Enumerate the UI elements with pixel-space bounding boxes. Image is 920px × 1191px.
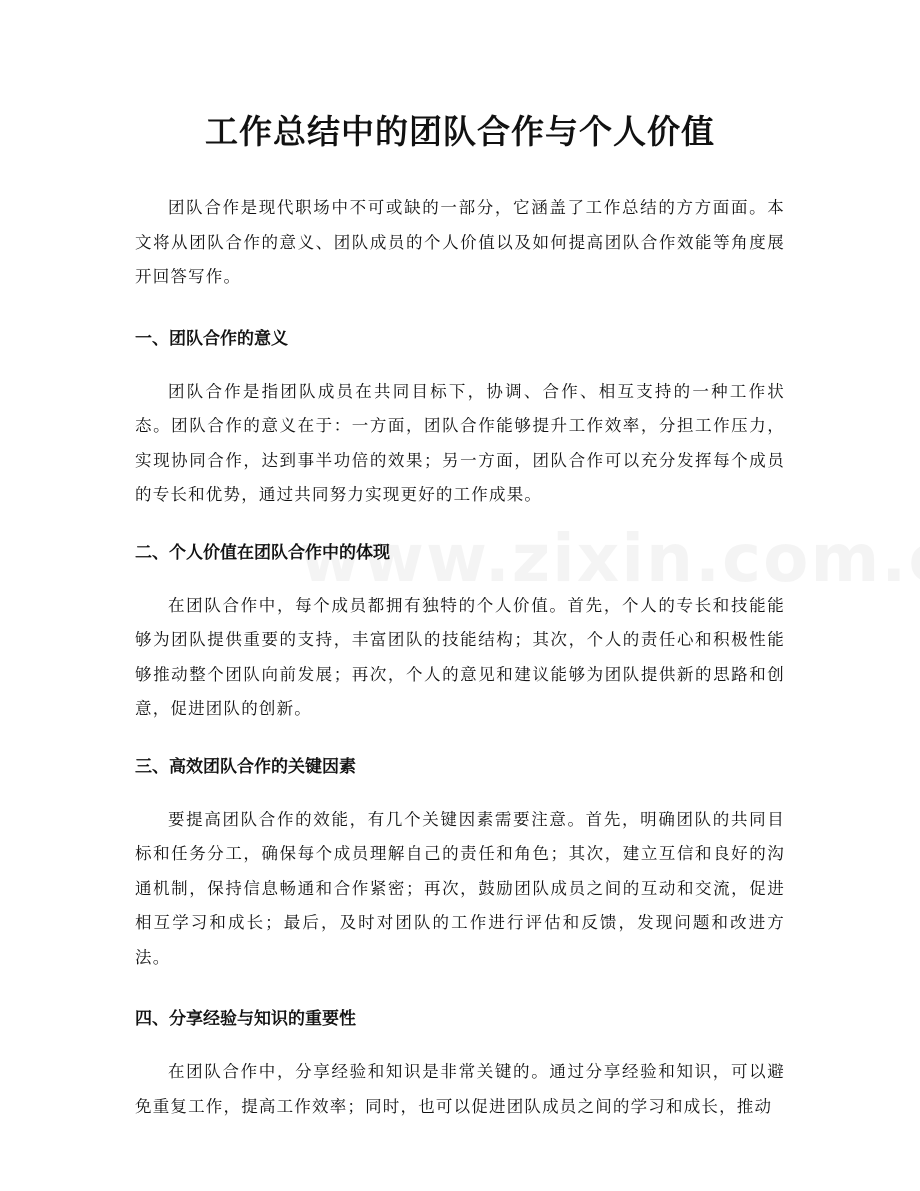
section-1-heading: 一、团队合作的意义 [135, 328, 288, 349]
section-3-heading: 三、高效团队合作的关键因素 [135, 756, 356, 777]
section-1-body: 团队合作是指团队成员在共同目标下，协调、合作、相互支持的一种工作状态。团队合作的意义在于：一方面，团队合作能够提升工作效率，分担工作压力，实现协同合作，达到事半功倍的效果；另一方面，团队合作可以充分发挥每个成员的专长和优势，通过共同努力实现更好的工作成果。 [135, 381, 785, 504]
section-3-body: 要提高团队合作的效能，有几个关键因素需要注意。首先，明确团队的共同目标和任务分工，确保每个成员理解自己的责任和角色；其次，建立互信和良好的沟通机制，保持信息畅通和合作紧密；再次，鼓励团队成员之间的互动和交流，促进相互学习和成长；最后，及时对团队的工作进行评估和反馈，发现问题和改进方法。 [135, 809, 785, 967]
section-2-heading: 二、个人价值在团队合作中的体现 [135, 542, 390, 563]
section-4-body: 在团队合作中，分享经验和知识是非常关键的。通过分享经验和知识，可以避免重复工作，提高工作效率；同时，也可以促进团队成员之间的学习和成长，推动 [135, 1062, 785, 1116]
section-4-heading: 四、分享经验与知识的重要性 [135, 1009, 356, 1029]
intro-paragraph: 团队合作是现代职场中不可或缺的一部分，它涵盖了工作总结的方方面面。本文将从团队合作的意义、团队成员的个人价值以及如何提高团队合作效能等角度展开回答写作。 [135, 198, 785, 286]
section-2-body: 在团队合作中，每个成员都拥有独特的个人价值。首先，个人的专长和技能能够为团队提供重要的支持，丰富团队的技能结构；其次，个人的责任心和积极性能够推动整个团队向前发展；再次，个人的意见和建议能够为团队提供新的思路和创意，促进团队的创新。 [135, 595, 785, 718]
document-title: 工作总结中的团队合作与个人价值 [205, 112, 715, 151]
